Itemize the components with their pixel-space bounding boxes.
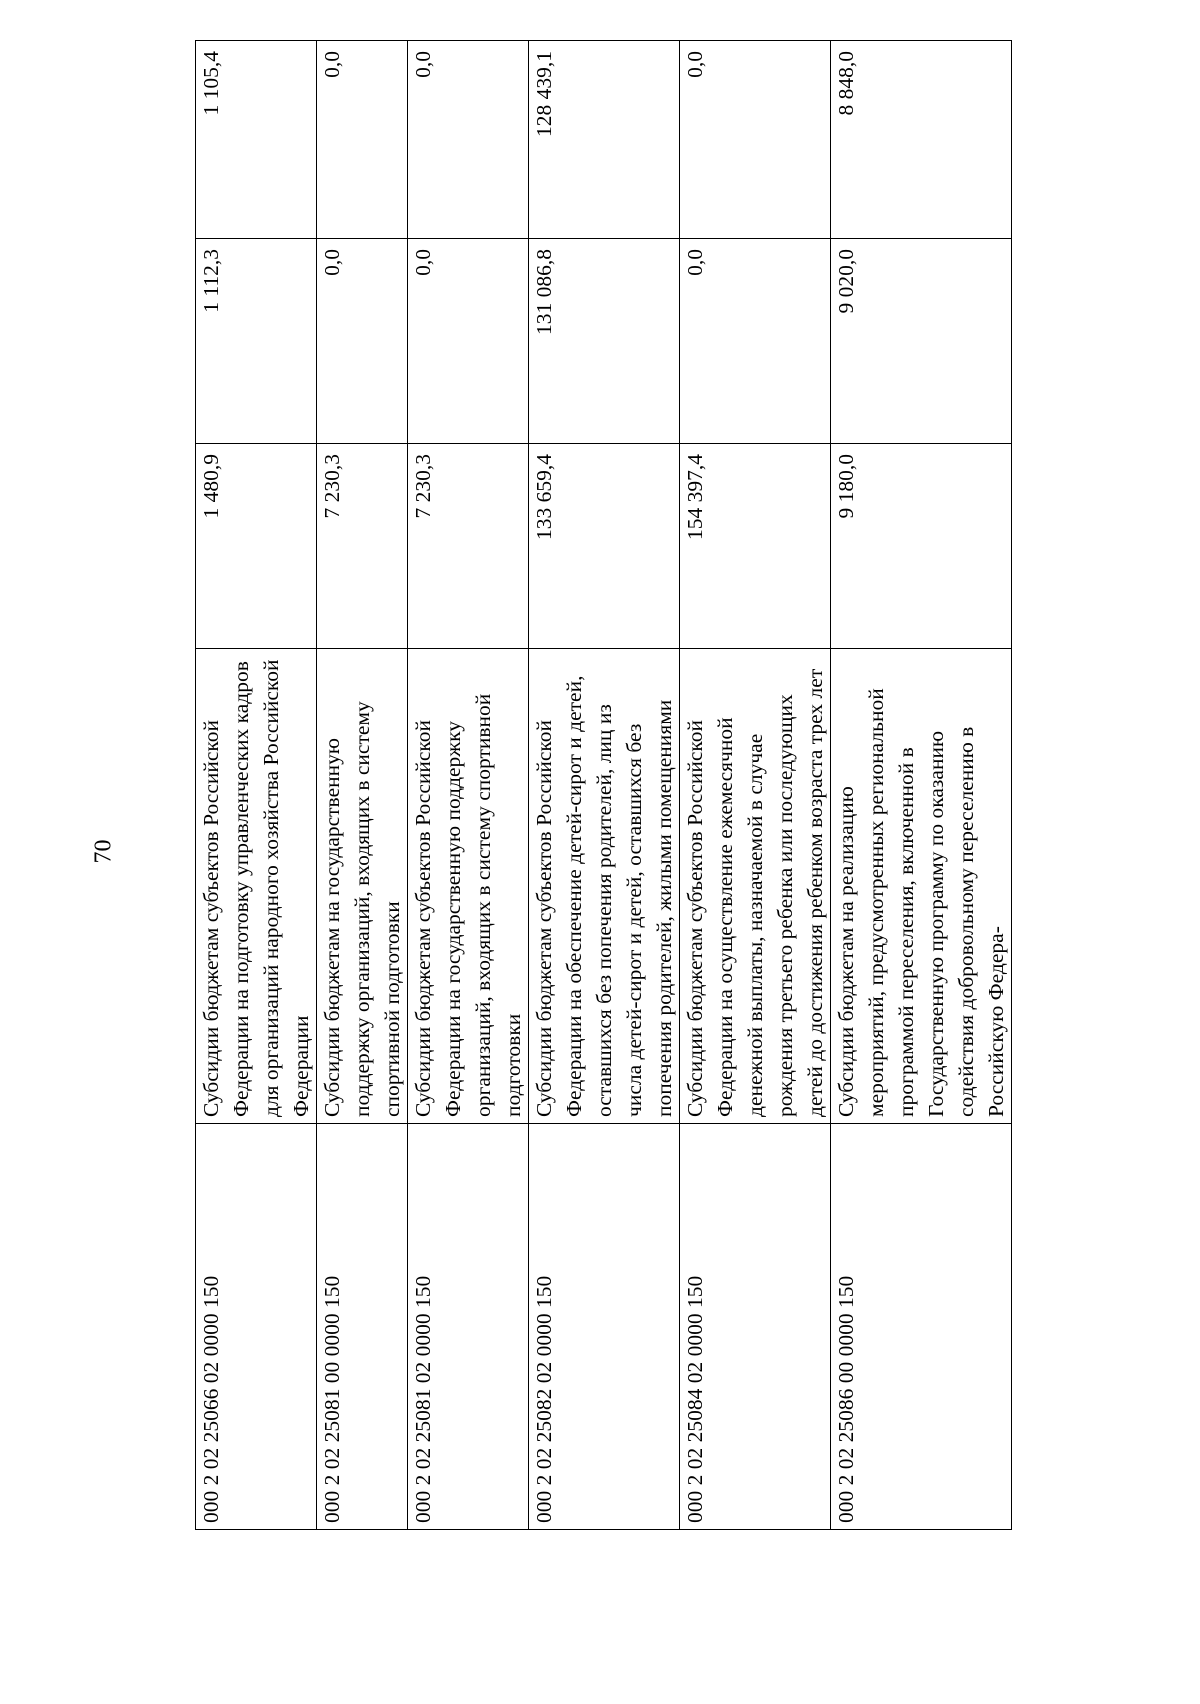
description-cell: Субсидии бюджетам субъектов Российской Федерации на подготовку управленческих кадров для организаций народного хозяйства Российской Федерации (196, 649, 317, 1124)
amount-year3-cell: 8 848,0 (831, 41, 1012, 239)
amount-year3-cell: 0,0 (408, 41, 529, 239)
description-cell: Субсидии бюджетам субъектов Российской Федерации на государственную поддержку организаций, входящих в систему спортивной подготовки (408, 649, 529, 1124)
table-row (408, 41, 529, 1530)
table-row (680, 41, 831, 1530)
table-row (529, 41, 680, 1530)
amount-year2-cell: 131 086,8 (529, 239, 680, 444)
budget-table-container (195, 51, 1015, 1530)
table-row (317, 41, 408, 1530)
description-cell: Субсидии бюджетам на государственную поддержку организаций, входящих в систему спортивной подготовки (317, 649, 408, 1124)
amount-year1-cell: 133 659,4 (529, 444, 680, 649)
amount-year3-cell: 128 439,1 (529, 41, 680, 239)
amount-year2-cell: 1 112,3 (196, 239, 317, 444)
amount-year1-cell: 1 480,9 (196, 444, 317, 649)
budget-code-cell: 000 2 02 25066 02 0000 150 (196, 1124, 317, 1530)
budget-code-cell: 000 2 02 25086 00 0000 150 (831, 1124, 1012, 1530)
amount-year2-cell: 0,0 (317, 239, 408, 444)
amount-year3-cell: 0,0 (680, 41, 831, 239)
amount-year1-cell: 7 230,3 (317, 444, 408, 649)
amount-year2-cell: 9 020,0 (831, 239, 1012, 444)
description-cell: Субсидии бюджетам субъектов Российской Федерации на осуществление ежемесячной денежной выплаты, назначаемой в случае рождения третьего ребенка или последующих детей до достижения ребенком возраста трех лет (680, 649, 831, 1124)
description-cell: Субсидии бюджетам субъектов Российской Федерации на обеспечение детей-сирот и детей, оставшихся без попечения родителей, лиц из числа детей-сирот и детей, оставшихся без попечения родителей, жилыми помещениями (529, 649, 680, 1124)
table-row (196, 41, 317, 1530)
budget-code-cell: 000 2 02 25081 00 0000 150 (317, 1124, 408, 1530)
description-cell: Субсидии бюджетам на реализацию мероприятий, предусмотренных региональной программой переселения, включенной в Государственную программу по оказанию содействия добровольному переселению в Российскую Федера- (831, 649, 1012, 1124)
amount-year2-cell: 0,0 (680, 239, 831, 444)
amount-year1-cell: 7 230,3 (408, 444, 529, 649)
amount-year3-cell: 1 105,4 (196, 41, 317, 239)
amount-year1-cell: 9 180,0 (831, 444, 1012, 649)
amount-year1-cell: 154 397,4 (680, 444, 831, 649)
budget-code-cell: 000 2 02 25084 02 0000 150 (680, 1124, 831, 1530)
amount-year2-cell: 0,0 (408, 239, 529, 444)
table-row (831, 41, 1012, 1530)
budget-table (195, 40, 1012, 1530)
budget-code-cell: 000 2 02 25081 02 0000 150 (408, 1124, 529, 1530)
amount-year3-cell: 0,0 (317, 41, 408, 239)
budget-code-cell: 000 2 02 25082 02 0000 150 (529, 1124, 680, 1530)
page-number: 70 (90, 839, 117, 864)
